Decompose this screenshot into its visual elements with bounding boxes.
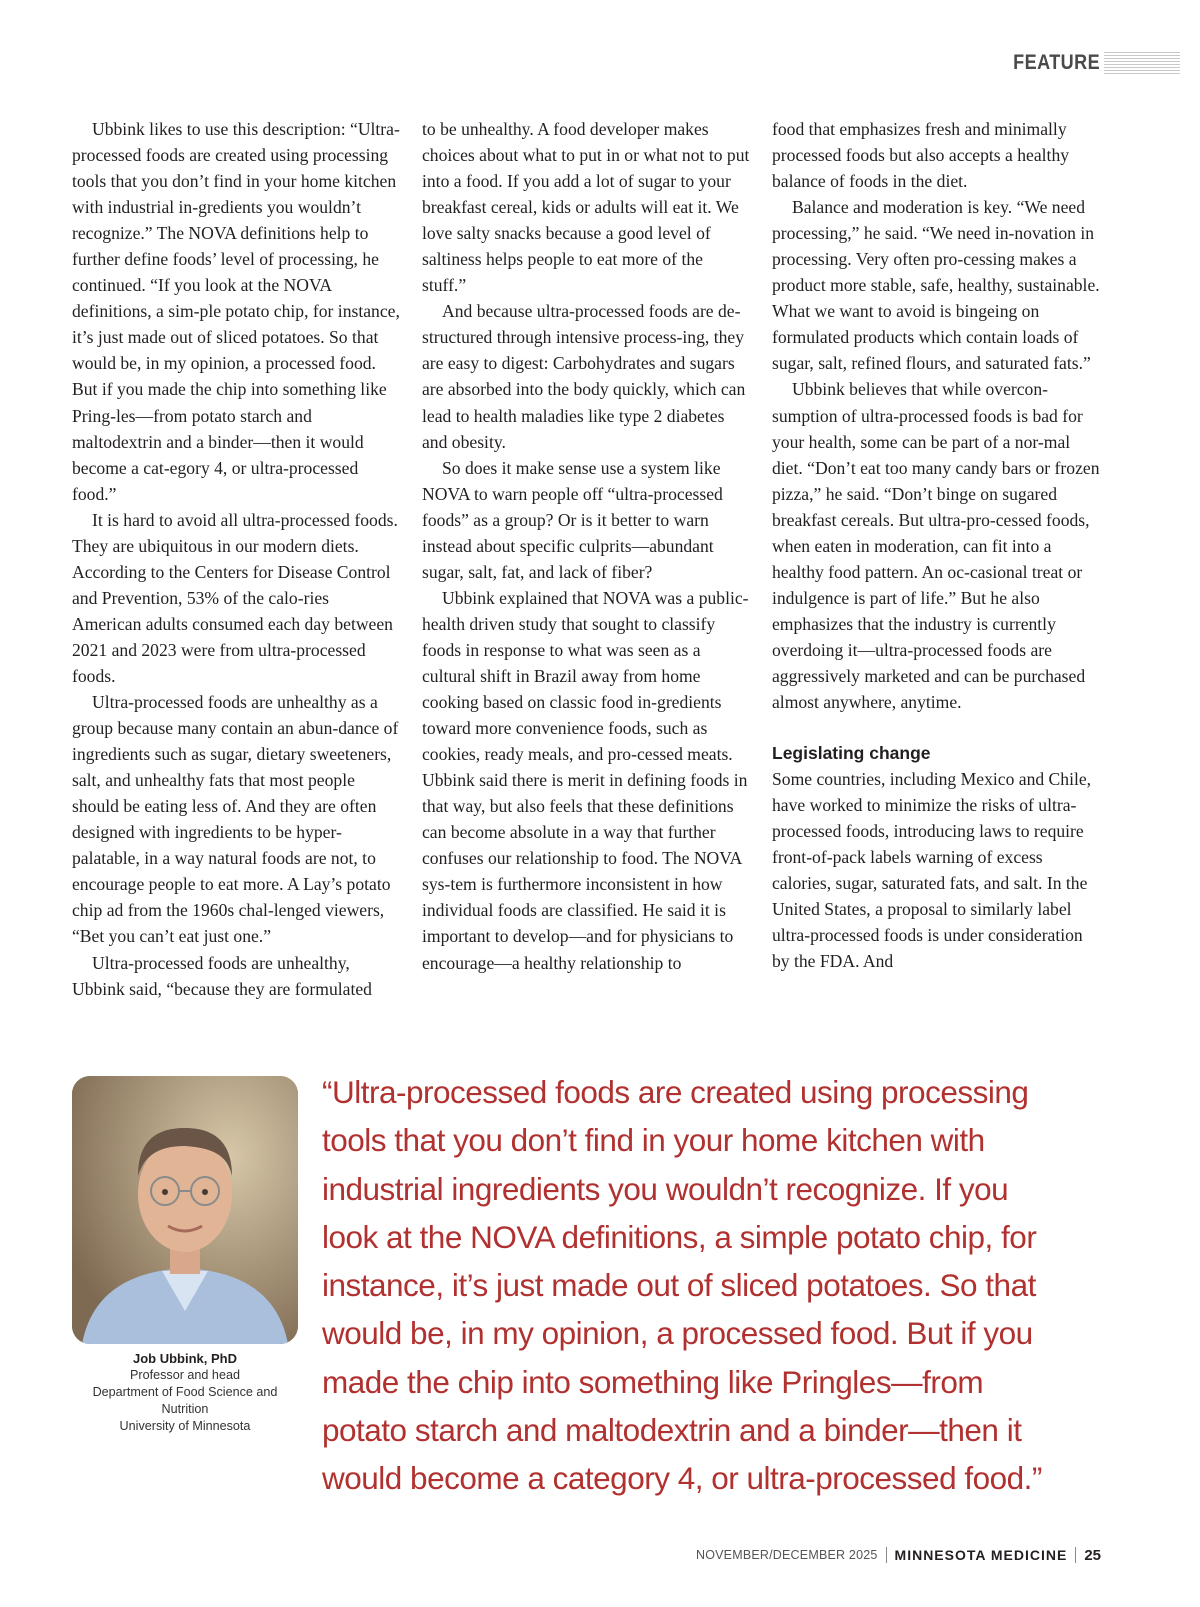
column-3 (772, 116, 1100, 1002)
paragraph: Balance and moderation is key. “We need processing,” he said. “We need in-novation in processing. Very often pro-cessing makes a product more stable, safe, healthy, sustainable. What we want to avoid is bingeing on formulated products which contain loads of sugar, salt, refined flours, and saturated fats.” (772, 197, 1100, 374)
footer-divider (886, 1547, 887, 1563)
pull-quote-line: tools that you don’t find in your home kitchen with (322, 1122, 985, 1159)
pull-quote-line: would become a category 4, or ultra-processed food.” (322, 1460, 1042, 1497)
pull-quote-line: potato starch and maltodextrin and a binder—then it (322, 1412, 1022, 1449)
paragraph: Ultra-processed foods are unhealthy as a group because many contain an abun-dance of ingredients such as sugar, dietary sweeteners, salt, and unhealthy fats that most people should be eating less of. And they are often designed with ingredients to be hyper-palatable, in a way natural foods are not, to encourage people to eat more. A Lay’s potato chip ad from the 1960s chal-lenged viewers, “Bet you can’t eat just one.” (72, 692, 399, 947)
pull-quote (322, 1068, 1082, 1503)
article-body (72, 116, 1100, 1002)
pull-quote-line: made the chip into something like Pringles—from (322, 1363, 984, 1400)
pull-quote-line: instance, it’s just made out of sliced potatoes. So that (322, 1267, 1036, 1304)
paragraph: to be unhealthy. A food developer makes choices about what to put in or what not to put into a food. If you add a lot of sugar to your breakfast cereal, kids or adults will eat it. We love salty snacks because a good level of saltiness helps people to eat more of the stuff.” (422, 119, 750, 296)
caption-name: Job Ubbink, PhD (133, 1351, 237, 1366)
footer-divider (1075, 1547, 1076, 1563)
subheading: Legislating change (772, 743, 931, 764)
paragraph: Ubbink likes to use this description: “Ultra-processed foods are created using processing tools that you don’t find in your home kitchen with industrial in-gredients you wouldn’t recognize.” The NOVA definitions help to further define foods’ level of processing, he continued. “If you look at the NOVA definitions, a sim-ple potato chip, for instance, it’s just made out of sliced potatoes. So that would be, in my opinion, a processed food. But if you made the chip into something like Pring-les—from potato starch and maltodextrin and a binder—then it would become a cat-egory 4, or ultra-processed food.” (72, 119, 400, 504)
caption-title: Professor and head (130, 1368, 240, 1382)
caption-department: Department of Food Science and Nutrition (92, 1385, 278, 1416)
paragraph: It is hard to avoid all ultra-processed foods. They are ubiquitous in our modern diets. According to the Centers for Disease Control and Prevention, 53% of the calo-ries American adults consumed each day between 2021 and 2023 were from ultra-processed foods. (72, 509, 398, 686)
column-2 (422, 116, 750, 1002)
page-footer (696, 1545, 1101, 1565)
pull-quote-line: industrial ingredients you wouldn’t recognize. If you (322, 1170, 1009, 1207)
page-number: 25 (1084, 1546, 1101, 1564)
paragraph: Some countries, including Mexico and Chile, have worked to minimize the risks of ultra-processed foods, introducing laws to require front-of-pack labels warning of excess calories, sugar, saturated fats, and salt. In the United States, a proposal to similarly label ultra-processed foods is under consideration by the FDA. And (772, 769, 1092, 972)
magazine-name: MINNESOTA MEDICINE (894, 1547, 1068, 1563)
paragraph: Ubbink explained that NOVA was a public-health driven study that sought to classify foods in response to what was seen as a cultural shift in Brazil away from home cooking based on classic food in-gredients toward more convenience foods, such as cookies, ready meals, and pro-cessed meats. Ubbink said there is merit in defining foods in that way, but also feels that these definitions can become absolute in a way that further confuses our relationship to food. The NOVA sys-tem is furthermore inconsistent in how individual foods are classified. He said it is important to develop—and for physicians to encourage—a healthy relationship to (422, 587, 749, 973)
section-tag-pattern (1104, 52, 1180, 74)
paragraph: Ubbink believes that while overcon-sumption of ultra-processed foods is bad for your health, some can be part of a nor-mal diet. “Don’t eat too many candy bars or frozen pizza,” he said. “Don’t binge on sugared breakfast cereals. But ultra-pro-cessed foods, when eaten in moderation, can fit into a healthy food pattern. An oc-casional treat or indulgence is part of life.” But he also emphasizes that the industry is currently overdoing it—ultra-processed foods are aggressively marketed and can be purchased almost anywhere, anytime. (772, 379, 1100, 713)
pull-quote-line: look at the NOVA definitions, a simple potato chip, for (322, 1218, 1037, 1255)
portrait-illustration (72, 1076, 298, 1344)
issue-date: NOVEMBER/DECEMBER 2025 (695, 1548, 878, 1562)
caption-institution: University of Minnesota (119, 1419, 251, 1433)
photo-caption (72, 1350, 298, 1435)
paragraph: food that emphasizes fresh and minimally processed foods but also accepts a healthy balance of foods in the diet. (772, 119, 1070, 192)
column-1 (72, 116, 400, 1002)
section-tag (999, 48, 1180, 78)
paragraph: So does it make sense use a system like NOVA to warn people off “ultra-processed foods” as a group? Or is it better to warn instead about specific culprits—abundant sugar, salt, fat, and lack of fiber? (422, 457, 723, 582)
paragraph: Ultra-processed foods are unhealthy, Ubbink said, “because they are formulated (72, 952, 372, 999)
pull-quote-line: “Ultra-processed foods are created using processing (322, 1074, 1029, 1110)
paragraph: And because ultra-processed foods are de-structured through intensive process-ing, they are easy to digest: Carbohydrates and sugars are absorbed into the body quickly, which can lead to health maladies like type 2 diabetes and obesity. (422, 301, 746, 452)
portrait-photo (72, 1076, 298, 1344)
section-label: FEATURE (1013, 51, 1100, 74)
pull-quote-line: would be, in my opinion, a processed food. But if you (322, 1315, 1033, 1352)
